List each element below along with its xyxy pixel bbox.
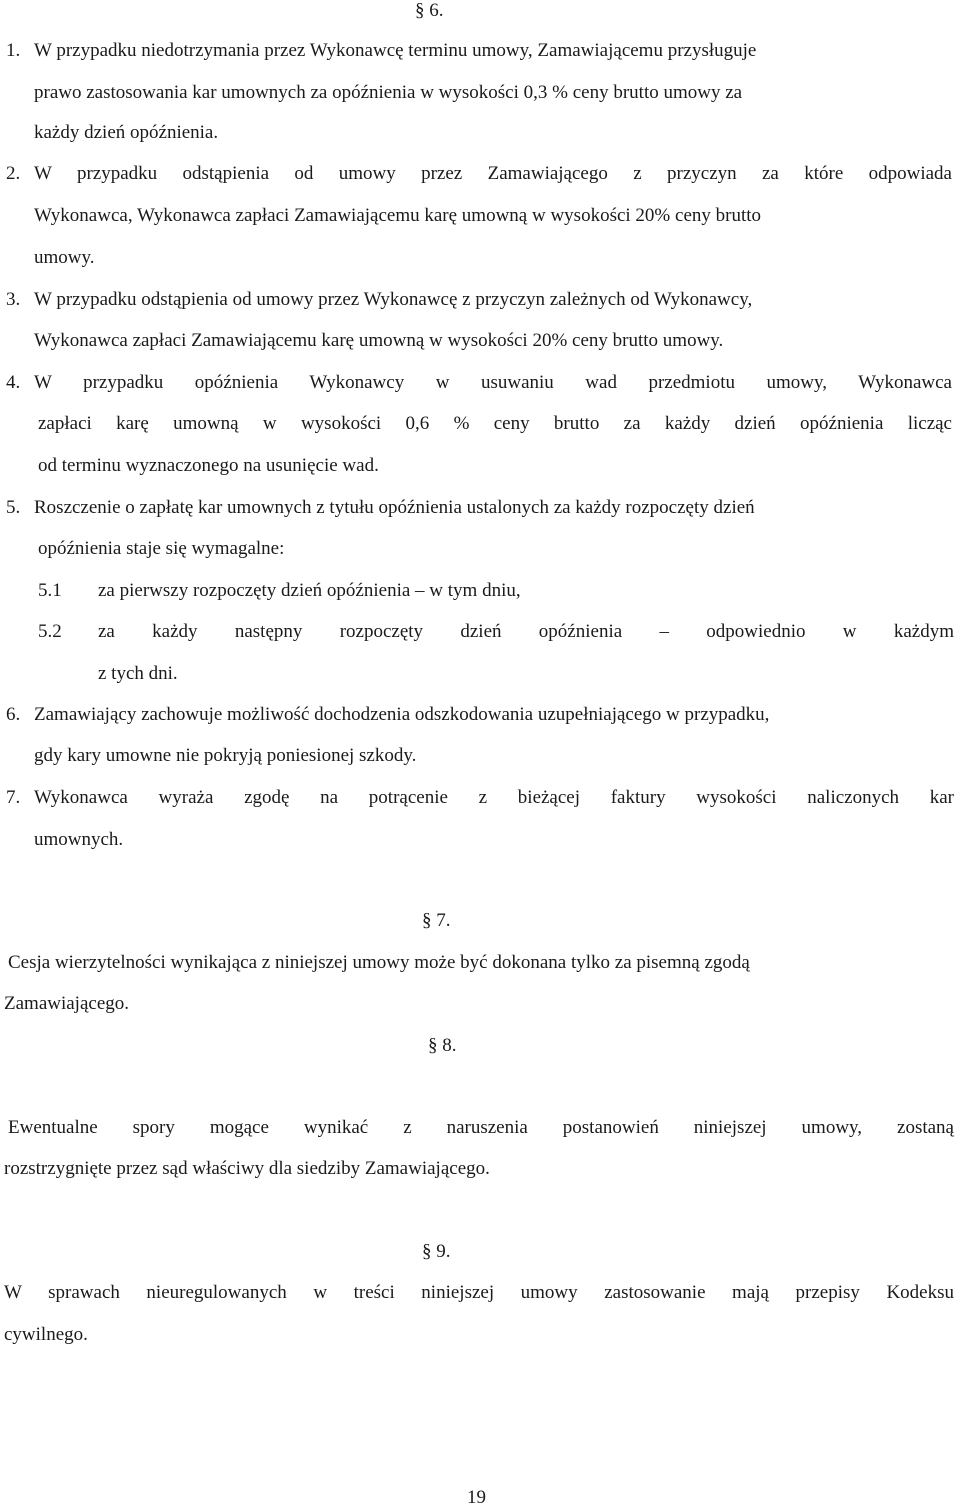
item-1-line-2: prawo zastosowania kar umownych za opóźnienia w wysokości 0,3 % ceny brutto umowy za — [34, 82, 743, 103]
item-7-line-1-text: Wykonawca wyraża zgodę na potrącenie z bieżącej faktury wysokości naliczonych kar — [34, 787, 954, 808]
item-6-line-2: gdy kary umowne nie pokryją poniesionej szkody. — [34, 745, 417, 766]
item-number-2: 2. — [6, 163, 21, 184]
item-5-line-2: opóźnienia staje się wymagalne: — [38, 538, 285, 559]
item-number-7: 7. — [6, 787, 21, 808]
section-heading-6: § 6. — [415, 0, 444, 21]
item-4-line-1-text: W przypadku opóźnienia Wykonawcy w usuwaniu wad przedmiotu umowy, Wykonawca — [34, 372, 952, 393]
section-9-line-1 — [4, 1282, 954, 1304]
item-2-line-1 — [34, 163, 952, 185]
item-3-line-2: Wykonawca zapłaci Zamawiającemu karę umowną w wysokości 20% ceny brutto umowy. — [34, 330, 724, 351]
section-heading-8: § 8. — [428, 1035, 457, 1056]
subitem-5-2-line-1-text: za każdy następny rozpoczęty dzień opóźnienia – odpowiednio w każdym — [98, 621, 954, 642]
item-4-line-2-text: zapłaci karę umowną w wysokości 0,6 % ceny brutto za każdy dzień opóźnienia licząc — [38, 413, 952, 434]
section-9-line-1-text: W sprawach nieuregulowanych w treści niniejszej umowy zastosowanie mają przepisy Kodeksu — [4, 1282, 954, 1303]
section-8-line-2: rozstrzygnięte przez sąd właściwy dla siedziby Zamawiającego. — [4, 1158, 490, 1179]
item-number-1: 1. — [6, 40, 21, 61]
section-heading-7: § 7. — [422, 910, 451, 931]
section-9-line-2: cywilnego. — [4, 1324, 88, 1345]
section-7-line-1: Cesja wierzytelności wynikająca z niniejszej umowy może być dokonana tylko za pisemną zgodą — [8, 952, 750, 973]
subitem-number-5-2: 5.2 — [38, 621, 62, 642]
section-7-line-2: Zamawiającego. — [4, 993, 130, 1014]
item-number-4: 4. — [6, 372, 21, 393]
item-5-line-1: Roszczenie o zapłatę kar umownych z tytułu opóźnienia ustalonych za każdy rozpoczęty dzień — [34, 497, 755, 518]
item-3-line-1: W przypadku odstąpienia od umowy przez Wykonawcę z przyczyn zależnych od Wykonawcy, — [34, 289, 753, 310]
subitem-5-2-line-2: z tych dni. — [98, 663, 178, 684]
item-number-5: 5. — [6, 497, 21, 518]
item-2-line-2: Wykonawca, Wykonawca zapłaci Zamawiającemu karę umowną w wysokości 20% ceny brutto — [34, 205, 762, 226]
section-8-line-1 — [8, 1117, 954, 1139]
item-4-line-3: od terminu wyznaczonego na usunięcie wad. — [38, 455, 379, 476]
subitem-5-1-line-1: za pierwszy rozpoczęty dzień opóźnienia – w tym dniu, — [98, 580, 521, 601]
section-8-line-1-text: Ewentualne spory mogące wynikać z naruszenia postanowień niniejszej umowy, zostaną — [8, 1117, 954, 1138]
section-heading-9: § 9. — [422, 1241, 451, 1262]
item-6-line-1: Zamawiający zachowuje możliwość dochodzenia odszkodowania uzupełniającego w przypadku, — [34, 704, 770, 725]
item-7-line-1 — [34, 787, 954, 809]
item-number-6: 6. — [6, 704, 21, 725]
item-2-line-1-text: W przypadku odstąpienia od umowy przez Zamawiającego z przyczyn za które odpowiada — [34, 163, 952, 184]
item-4-line-1 — [34, 372, 952, 394]
item-1-line-1: W przypadku niedotrzymania przez Wykonawcę terminu umowy, Zamawiającemu przysługuje — [34, 40, 757, 61]
subitem-5-2-line-1 — [98, 621, 954, 643]
page-number: 19 — [467, 1487, 486, 1508]
item-2-line-3: umowy. — [34, 247, 95, 268]
item-number-3: 3. — [6, 289, 21, 310]
item-1-line-3: każdy dzień opóźnienia. — [34, 122, 219, 143]
item-7-line-2: umownych. — [34, 829, 124, 850]
item-4-line-2 — [38, 413, 952, 435]
subitem-number-5-1: 5.1 — [38, 580, 62, 601]
